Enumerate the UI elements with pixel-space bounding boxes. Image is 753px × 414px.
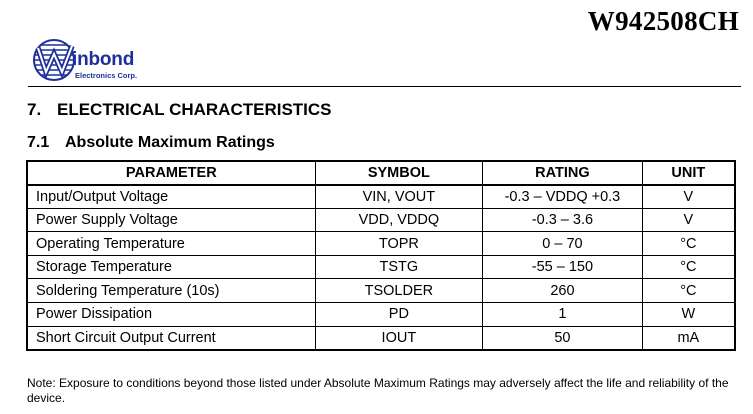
table-row (27, 279, 735, 303)
cell-symbol: TOPR (315, 232, 483, 256)
header-unit: UNIT (642, 161, 735, 185)
table-row (27, 208, 735, 232)
header-symbol: SYMBOL (315, 161, 483, 185)
cell-symbol: IOUT (315, 326, 483, 350)
table-row (27, 255, 735, 279)
cell-rating: -55 – 150 (483, 255, 643, 279)
section-title: ELECTRICAL CHARACTERISTICS (57, 100, 332, 119)
cell-parameter: Power Dissipation (27, 303, 315, 327)
cell-rating: 50 (483, 326, 643, 350)
subsection-title: Absolute Maximum Ratings (65, 134, 275, 151)
cell-symbol: TSOLDER (315, 279, 483, 303)
table-row (27, 185, 735, 209)
header-parameter: PARAMETER (27, 161, 315, 185)
cell-symbol: VIN, VOUT (315, 185, 483, 209)
cell-unit: mA (642, 326, 735, 350)
cell-rating: -0.3 – 3.6 (483, 208, 643, 232)
section-heading (27, 100, 332, 120)
cell-rating: 0 – 70 (483, 232, 643, 256)
logo-wordmark: inbond (72, 49, 135, 70)
winbond-logo (32, 38, 162, 82)
cell-parameter: Input/Output Voltage (27, 185, 315, 209)
cell-symbol: PD (315, 303, 483, 327)
table-header-row (27, 161, 735, 185)
cell-unit: °C (642, 232, 735, 256)
cell-rating: 1 (483, 303, 643, 327)
cell-parameter: Storage Temperature (27, 255, 315, 279)
table-row (27, 232, 735, 256)
cell-symbol: VDD, VDDQ (315, 208, 483, 232)
table-row (27, 303, 735, 327)
cell-parameter: Power Supply Voltage (27, 208, 315, 232)
part-number: W942508CH (587, 6, 739, 36)
cell-unit: °C (642, 255, 735, 279)
logo-subtext: Electronics Corp. (75, 71, 138, 80)
header-rating: RATING (483, 161, 643, 185)
cell-unit: V (642, 185, 735, 209)
absolute-max-ratings-table (26, 160, 736, 351)
cell-unit: W (642, 303, 735, 327)
cell-parameter: Operating Temperature (27, 232, 315, 256)
subsection-number: 7.1 (27, 134, 50, 151)
cell-unit: °C (642, 279, 735, 303)
cell-parameter: Short Circuit Output Current (27, 326, 315, 350)
cell-unit: V (642, 208, 735, 232)
section-number: 7. (27, 100, 42, 119)
cell-parameter: Soldering Temperature (10s) (27, 279, 315, 303)
cell-symbol: TSTG (315, 255, 483, 279)
cell-rating: 260 (483, 279, 643, 303)
subsection-heading (27, 134, 275, 152)
cell-rating: -0.3 – VDDQ +0.3 (483, 185, 643, 209)
table-row (27, 326, 735, 350)
ratings-note: Note: Exposure to conditions beyond those listed under Absolute Maximum Ratings may adversely affect the life and reliability of the device. (27, 376, 729, 405)
header-rule (28, 86, 741, 87)
